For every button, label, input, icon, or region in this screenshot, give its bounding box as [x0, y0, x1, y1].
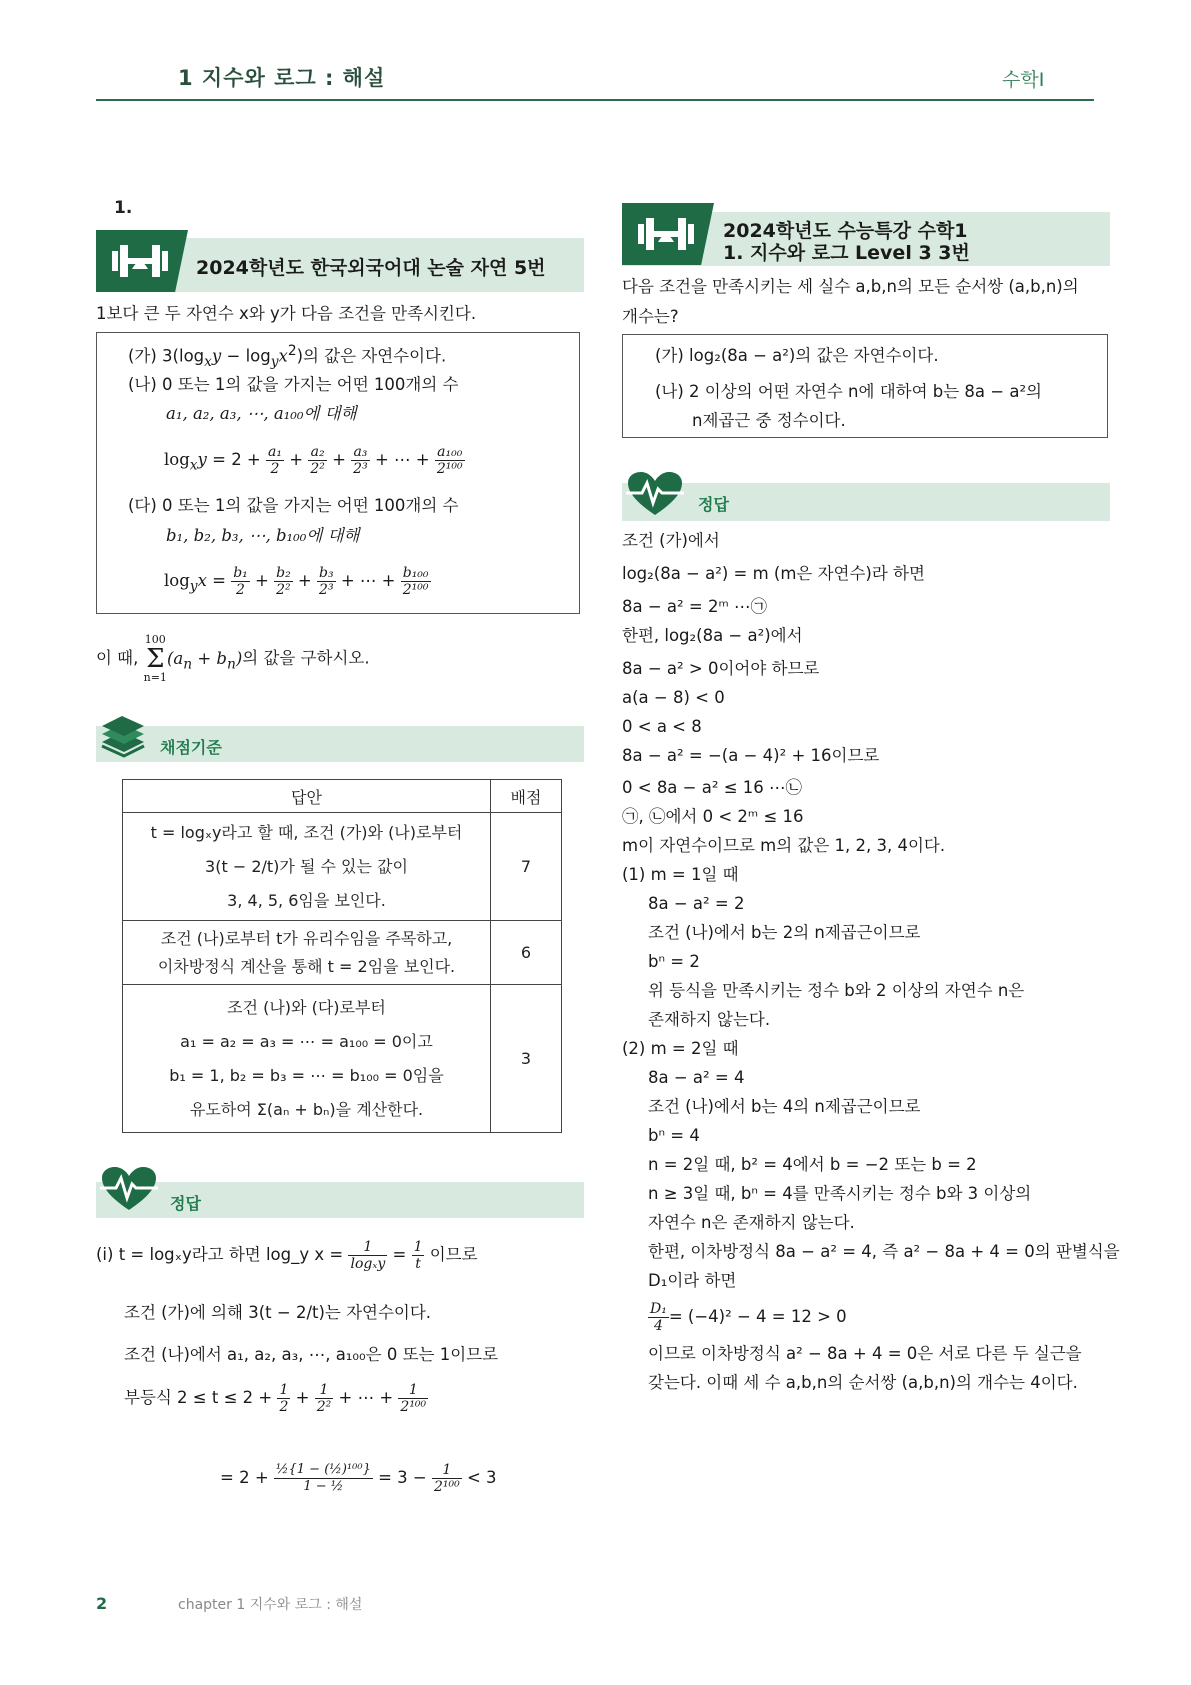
condition-na-seq: a₁, a₂, a₃, ⋯, a₁₀₀에 대해 [166, 404, 357, 423]
solution-left-line1: (i) t = logₓy라고 하면 log_y x = $\frac{1}{\text{logₓy}}$ = $\frac{1}{t}$ 이므로 [96, 1239, 478, 1272]
solution-left-line4: 부등식 2 ≤ t ≤ 2 + $\frac{1}{2}$ + $\frac{1}{\text{2²}}$ + ⋯ + $\frac{1}{\text{2¹⁰⁰}}$ [124, 1382, 427, 1415]
dumbbell-badge [96, 230, 188, 292]
right-sol-line: bⁿ = 4 [648, 1126, 700, 1145]
right-sol-line: 한편, 이차방정식 8a − a² = 4, 즉 a² − 8a + 4 = 0의 판별식을 [648, 1242, 1120, 1261]
heartbeat-icon [626, 471, 684, 519]
solution-left-line5: = 2 + $\frac{\text{½\{1 − (½)¹⁰⁰\}}}{\text{1 − ½}}$ = 3 − $\frac{1}{\text{2¹⁰⁰}}$ < 3 [220, 1462, 497, 1495]
condition-da-formula: $\log_yx$ = $\frac{\text{b₁}}{2}$ + $\frac{\text{b₂}}{\text{2²}}$ + $\frac{\text{b₃}}{\text{2³}}$ + ⋯ + $\frac{\text{b₁₀₀}}{\text{2¹⁰⁰}}$ [164, 565, 429, 598]
grading-row1-line3: 3, 4, 5, 6임을 보인다. [227, 890, 386, 910]
right-sol-line: n = 2일 때, b² = 4에서 b = −2 또는 b = 2 [648, 1155, 977, 1174]
grading-header-answer: 답안 [123, 780, 491, 813]
solution-left-line3: 조건 (나)에서 a₁, a₂, a₃, ⋯, a₁₀₀은 0 또는 1이므로 [124, 1345, 499, 1364]
right-sol-line: 8a − a² = 4 [648, 1068, 745, 1087]
grading-row3-line4: 유도하여 Σ(aₙ + bₙ)을 계산한다. [189, 1099, 424, 1119]
grading-row2-score: 6 [491, 921, 562, 985]
problem-banner-title: 2024학년도 한국외국어대 논술 자연 5번 [196, 257, 546, 279]
heartbeat-icon [100, 1166, 158, 1214]
table-row [123, 921, 562, 985]
answer-title-left: 정답 [170, 1194, 201, 1213]
right-condition-na-2: n제곱근 중 정수이다. [692, 411, 846, 430]
condition-da-seq: b₁, b₂, b₃, ⋯, b₁₀₀에 대해 [166, 526, 360, 545]
right-sol-line: $\frac{\text{D₁}}{4}$ = (−4)² − 4 = 12 > 0 [650, 1301, 847, 1334]
dumbbell-badge-right [622, 203, 714, 265]
answer-title-right: 정답 [698, 495, 729, 514]
right-sol-line: 이므로 이차방정식 a² − 8a + 4 = 0은 서로 다른 두 실근을 [648, 1344, 1082, 1363]
grading-row1-line1: t = logₓy라고 할 때, 조건 (가)와 (나)로부터 [150, 822, 463, 842]
problem-question: 이 때, 100 Σ $n=1(a_n + b_n)$의 값을 구하시오. [96, 633, 370, 684]
right-sol-line: 조건 (나)에서 b는 2의 n제곱근이므로 [648, 923, 921, 942]
right-sol-line: 조건 (나)에서 b는 4의 n제곱근이므로 [648, 1097, 921, 1116]
right-sol-line: D₁이라 하면 [648, 1271, 737, 1290]
condition-ga: (가) $3(\log_xy - \log_yx^2)$의 값은 자연수이다. [128, 343, 447, 370]
right-sol-line: ㉠, ㉡에서 0 < 2ᵐ ≤ 16 [622, 807, 804, 826]
answer-banner-right [622, 483, 1110, 521]
dumbbell-icon [110, 241, 170, 281]
grading-header-score: 배점 [491, 780, 562, 813]
right-sol-line: log₂(8a − a²) = m (m은 자연수)라 하면 [622, 564, 925, 583]
header-divider [96, 99, 1094, 101]
footer-chapter: chapter 1 지수와 로그 : 해설 [178, 1597, 363, 1613]
right-condition-ga: (가) log₂(8a − a²)의 값은 자연수이다. [655, 346, 939, 365]
right-sol-line: n ≥ 3일 때, bⁿ = 4를 만족시키는 정수 b와 3 이상의 [648, 1184, 1032, 1203]
problem-banner-right-title: 2024학년도 수능특강 수학1 1. 지수와 로그 Level 3 3번 [723, 220, 970, 264]
grading-row1-score: 7 [491, 813, 562, 921]
solution-left-line2: 조건 (가)에 의해 3(t − 2/t)는 자연수이다. [124, 1303, 432, 1322]
table-row [123, 813, 562, 921]
dumbbell-icon [636, 214, 696, 254]
right-sol-line: 존재하지 않는다. [648, 1010, 771, 1029]
grading-row3-line2: a₁ = a₂ = a₃ = ⋯ = a₁₀₀ = 0이고 [180, 1031, 433, 1051]
right-sol-line: 갖는다. 이때 세 수 a,b,n의 순서쌍 (a,b,n)의 개수는 4이다. [648, 1373, 1078, 1392]
right-sol-line: 8a − a² > 0이어야 하므로 [622, 659, 820, 678]
condition-da: (다) 0 또는 1의 값을 가지는 어떤 100개의 수 [128, 496, 459, 515]
table-row [123, 985, 562, 1133]
grading-row2-line2: 이차방정식 계산을 통해 t = 2임을 보인다. [157, 956, 456, 976]
grading-row3-line1: 조건 (나)와 (다)로부터 [227, 997, 386, 1017]
right-intro-2: 개수는? [622, 307, 679, 326]
right-sol-line: m이 자연수이므로 m의 값은 1, 2, 3, 4이다. [622, 836, 946, 855]
right-sol-line: 0 < 8a − a² ≤ 16 ⋯㉡ [622, 778, 803, 797]
books-icon [98, 712, 148, 760]
right-sol-line: (1) m = 1일 때 [622, 865, 739, 884]
right-sol-line: bⁿ = 2 [648, 952, 700, 971]
right-intro-1: 다음 조건을 만족시키는 세 실수 a,b,n의 모든 순서쌍 (a,b,n)의 [622, 277, 1079, 296]
grading-row1-line2: 3(t − 2/t)가 될 수 있는 값이 [205, 856, 408, 876]
condition-na: (나) 0 또는 1의 값을 가지는 어떤 100개의 수 [128, 375, 459, 394]
condition-na-formula: $\log_xy = 2$ + $\frac{\text{a₁}}{2}$ + $\frac{\text{a₂}}{\text{2²}}$ + $\frac{\text{a₃}}{\text{2³}}$ + ⋯ + $\frac{\text{a₁₀₀}}{\text{2¹⁰⁰}}$ [164, 444, 463, 477]
right-sol-line: 8a − a² = 2 [648, 894, 745, 913]
page-number: 2 [96, 1594, 108, 1613]
right-sol-line: a(a − 8) < 0 [622, 688, 725, 707]
chapter-title: 1 지수와 로그 : 해설 [178, 66, 386, 90]
grading-row3-score: 3 [491, 985, 562, 1133]
grading-table [122, 779, 562, 1133]
right-sol-line: 조건 (가)에서 [622, 531, 720, 550]
problem-number: 1. [114, 198, 133, 218]
right-sol-line: 8a − a² = −(a − 4)² + 16이므로 [622, 746, 880, 765]
right-sol-line: (2) m = 2일 때 [622, 1039, 739, 1058]
right-sol-line: 한편, log₂(8a − a²)에서 [622, 626, 803, 645]
grading-row3-line3: b₁ = 1, b₂ = b₃ = ⋯ = b₁₀₀ = 0임을 [169, 1065, 444, 1085]
right-condition-na: (나) 2 이상의 어떤 자연수 n에 대하여 b는 8a − a²의 [655, 382, 1042, 401]
right-sol-line: 0 < a < 8 [622, 717, 702, 736]
right-solution [622, 526, 1120, 1397]
right-sol-line: 자연수 n은 존재하지 않는다. [648, 1213, 855, 1232]
right-sol-line: 8a − a² = 2ᵐ ⋯㉠ [622, 597, 767, 616]
problem-intro: 1보다 큰 두 자연수 x와 y가 다음 조건을 만족시킨다. [96, 304, 477, 323]
subject-label: 수학Ⅰ [1002, 69, 1045, 91]
grading-title: 채점기준 [160, 738, 222, 757]
grading-row2-line1: 조건 (나)로부터 t가 유리수임을 주목하고, [160, 928, 453, 948]
right-sol-line: 위 등식을 만족시키는 정수 b와 2 이상의 자연수 n은 [648, 981, 1025, 1000]
